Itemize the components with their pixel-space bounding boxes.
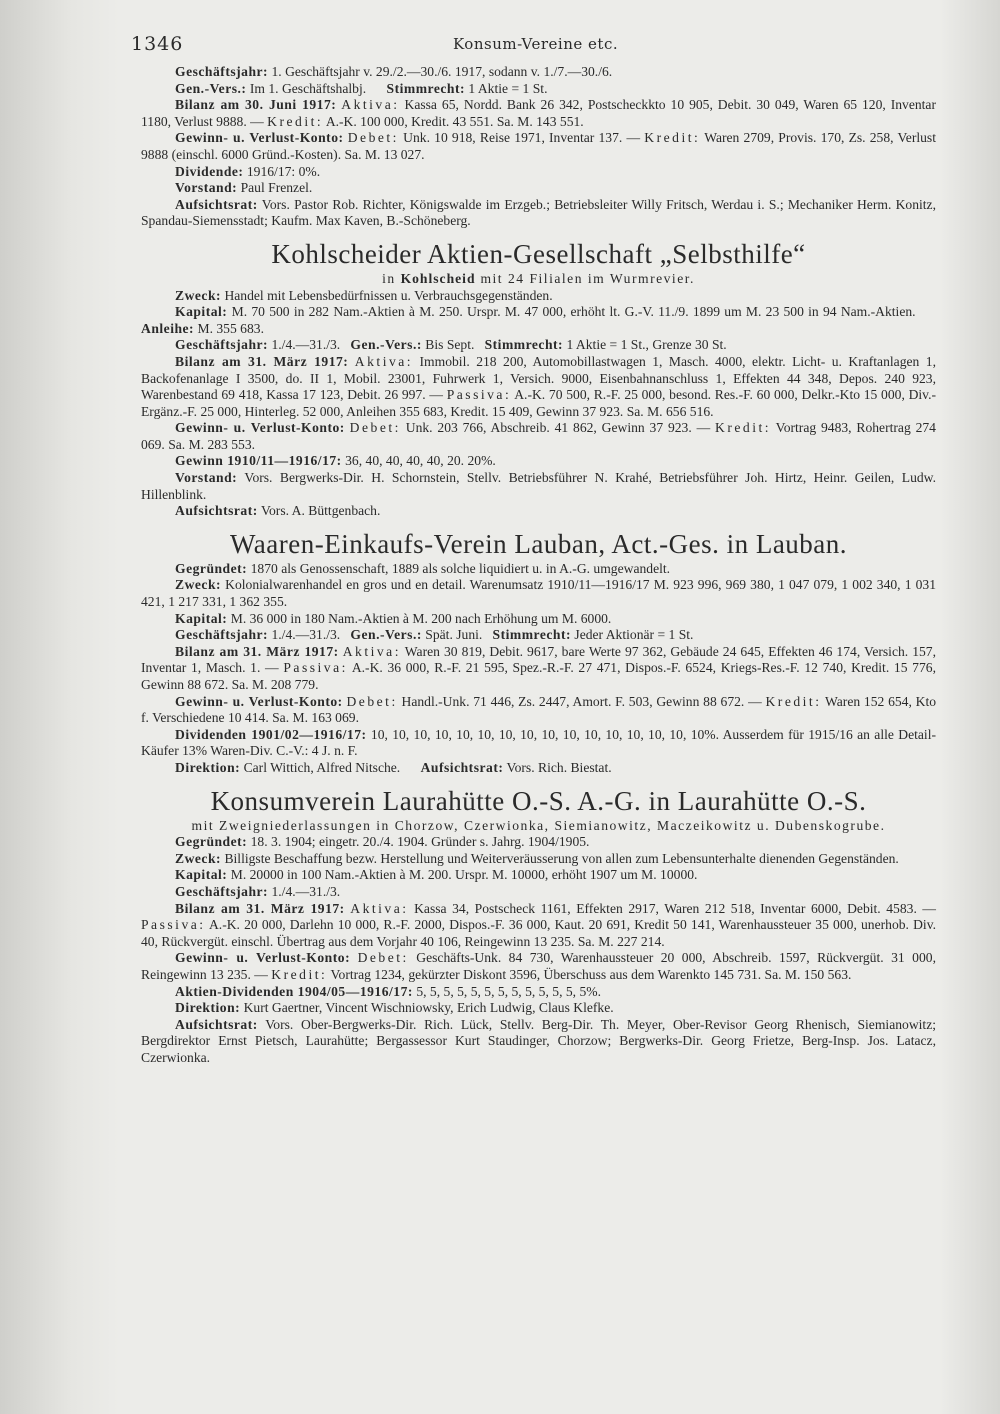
entry-line-kapital: Kapital: M. 70 500 in 282 Nam.-Aktien à M. 250. Urspr. M. 47 000, erhöht lt. G.-V. 11./9. 1899 um M. 23 500 in 94 Nam.-Aktien. Anleihe: M. 355 683.: [141, 304, 916, 336]
page-content: [141, 64, 936, 1066]
entry-line-gegruendet: Gegründet: 18. 3. 1904; eingetr. 20./4. 1904. Gründer s. Jahrg. 1904/1905.: [175, 834, 590, 850]
entry-continuation: [141, 64, 936, 230]
entry-line-geschaeftsjahr: Geschäftsjahr: 1. Geschäftsjahr v. 29./2.—30./6. 1917, sodann v. 1./7.—30./6.: [175, 64, 613, 79]
entry-line-kapital: Kapital: M. 20000 in 100 Nam.-Aktien à M. 200. Urspr. M. 10000, erhöht 1907 um M. 10000.: [175, 867, 698, 883]
entry-line-gegruendet: Gegründet: 1870 als Genossenschaft, 1889 als solche liquidiert u. in A.-G. umgewandelt.: [175, 560, 671, 576]
entry-line-zweck: Zweck: Handel mit Lebensbedürfnissen u. Verbrauchsgegenständen.: [175, 287, 553, 303]
entry-line-dividenden: Dividenden 1901/02—1916/17: 10, 10, 10, 10, 10, 10, 10, 10, 10, 10, 10, 10, 10, 10, 10, 10%. Ausserdem für 1915/16 an alle Detail-Käufer 13% Waren-Div. C.-V.: 4 J. n. F.: [141, 726, 936, 759]
running-title: Konsum-Vereine etc.: [453, 35, 619, 53]
page-header: [131, 33, 931, 59]
entry-line-zweck: Zweck: Kolonialwarenhandel en gros und en detail. Warenumsatz 1910/11—1916/17 M. 923 996, 969 380, 1 047 079, 1 002 340, 1 031 421, 1 217 331, 1 362 355.: [141, 577, 936, 610]
entry-line-dividenden: Aktien-Dividenden 1904/05—1916/17: 5, 5, 5, 5, 5, 5, 5, 5, 5, 5, 5, 5, 5%.: [175, 983, 601, 999]
entry-laurahuette: [141, 785, 936, 1067]
entry-line-vorstand: Vorstand: Vors. Bergwerks-Dir. H. Schornstein, Stellv. Betriebsführer N. Krahé, Betriebsführer Joh. Hirtz, Heinr. Geilen, Ludw. Hillenblink.: [141, 470, 936, 502]
entry-line-geschaeftsjahr: Geschäftsjahr: 1./4.—31./3.: [175, 883, 341, 899]
page-number: 1346: [131, 33, 184, 55]
entry-line-guv: Gewinn- u. Verlust-Konto: Debet: Unk. 10 918, Reise 1971, Inventar 137. — Kredit: Waren 2709, Provis. 170, Zs. 258, Verlust 9888 (einschl. 6000 Gründ.-Kosten). Sa. M. 13 027.: [141, 130, 936, 162]
entry-title: Waaren-Einkaufs-Verein Lauban, Act.-Ges. in Lauban.: [229, 528, 848, 559]
entry-title: Konsumverein Laurahütte O.-S. A.-G. in Laurahütte O.-S.: [210, 785, 867, 816]
entry-line-aufsichtsrat: Aufsichtsrat: Vors. A. Büttgenbach.: [175, 503, 381, 519]
entry-line-bilanz: Bilanz am 31. März 1917: Aktiva: Kassa 34, Postscheck 1161, Effekten 2917, Waren 212 518, Inventar 6000, Debit. 4583. — Passiva: A.-K. 20 000, Darlehn 10 000, R.-F. 2000, Dispos.-F. 36 000, Kaut. 20 691, Kredit 50 141, Warenhaussteuer 35 000, unerhob. Div. 40, Rückvergüt. einschl. Übertrag aus dem Vorjahr 40 106, Reingewinn 13 235. Sa. M. 227 214.: [141, 900, 937, 949]
entry-line-geschaeftsjahr: Geschäftsjahr: 1./4.—31./3. Gen.-Vers.: Bis Sept. Stimmrecht: 1 Aktie = 1 St., Grenze 30 St.: [175, 337, 727, 353]
entry-line-gen-vers: Gen.-Vers.: Im 1. Geschäftshalbj. Stimmrecht: 1 Aktie = 1 St.: [175, 80, 548, 96]
entry-line-bilanz: Bilanz am 31. März 1917: Aktiva: Immobil. 218 200, Automobillastwagen 1, Masch. 4000, elektr. Licht- u. Kraftanlagen 1, Backofenanlage I 3500, do. II 1, Mobil. 23001, Fuhrwerk 1, Versich. 9000, Eisenbahnanschluss 1, Effekten 44 348, Depos. 240 923, Warenbestand 69 418, Kassa 17 123, Debit. 26 997. — Passiva: A.-K. 70 500, R.-F. 25 000, besond. Res.-F. 60 000, Delkr.-Kto 15 000, Div.-Ergänz.-F. 25 000, Hinterleg. 52 000, Anleihen 355 683, Kredit. 15 409, Gewinn 37 923. Sa. M. 656 516.: [141, 353, 936, 419]
entry-line-gewinn: Gewinn 1910/11—1916/17: 36, 40, 40, 40, 40, 20. 20%.: [175, 453, 496, 469]
entry-line-aufsichtsrat: Aufsichtsrat: Vors. Ober-Bergwerks-Dir. Rich. Lück, Stellv. Berg-Dir. Th. Meyer, Ober-Revisor Georg Rhenisch, Siemianowitz; Bergdirektor Ernst Pietsch, Laurahütte; Bergassessor Kurt Staudinger, Chorzow; Bergwerks-Dir. Georg Frietze, Berg-Insp. Jos. Latacz, Czerwionka.: [141, 1016, 936, 1065]
entry-line-kapital: Kapital: M. 36 000 in 180 Nam.-Aktien à M. 200 nach Erhöhung um M. 6000.: [175, 610, 612, 626]
entry-line-aufsichtsrat: Aufsichtsrat: Vors. Pastor Rob. Richter, Königswalde im Erzgeb.; Betriebsleiter Willy Fritsch, Werdau i. S.; Mechaniker Herm. Konitz, Spandau-Siemensstadt; Kaufm. Max Kaven, B.-Schöneberg.: [141, 196, 936, 229]
entry-line-guv: Gewinn- u. Verlust-Konto: Debet: Handl.-Unk. 71 446, Zs. 2447, Amort. F. 503, Gewinn 88 672. — Kredit: Waren 152 654, Kto f. Verschiedene 10 414. Sa. M. 163 069.: [141, 693, 937, 726]
entry-line-guv: Gewinn- u. Verlust-Konto: Debet: Unk. 203 766, Abschreib. 41 862, Gewinn 37 923. — Kredit: Vortrag 9483, Rohertrag 274 069. Sa. M. 283 553.: [141, 420, 936, 452]
entry-line-zweck: Zweck: Billigste Beschaffung bezw. Herstellung und Weiterveräusserung von allen zum Lebensunterhalte dienenden Gegenständen.: [175, 850, 899, 866]
entry-line-bilanz: Bilanz am 30. Juni 1917: Aktiva: Kassa 65, Nordd. Bank 26 342, Postscheckkto 10 905, Debit. 30 049, Waren 65 120, Inventar 1180, Verlust 9888. — Kredit: A.-K. 100 000, Kredit. 43 551. Sa. M. 143 551.: [141, 97, 936, 129]
entry-subtitle: mit Zweigniederlassungen in Chorzow, Czerwionka, Siemianowitz, Maczeikowitz u. Dubenskogrube.: [191, 817, 886, 833]
entry-kohlscheider: [141, 238, 936, 520]
entry-line-dividende: Dividende: 1916/17: 0%.: [175, 163, 321, 179]
entry-line-direktion: Direktion: Carl Wittich, Alfred Nitsche. Aufsichtsrat: Vors. Rich. Biestat.: [175, 759, 612, 775]
entry-line-direktion: Direktion: Kurt Gaertner, Vincent Wischniowsky, Erich Ludwig, Claus Klefke.: [175, 1000, 614, 1016]
entry-line-geschaeftsjahr: Geschäftsjahr: 1./4.—31./3. Gen.-Vers.: Spät. Juni. Stimmrecht: Jeder Aktionär = 1 St.: [175, 627, 694, 643]
entry-title: Kohlscheider Aktien-Gesellschaft „Selbsthilfe“: [271, 238, 806, 269]
entry-subtitle: in Kohlscheid mit 24 Filialen im Wurmrevier.: [382, 270, 695, 286]
entry-lauban: [141, 528, 936, 777]
entry-line-guv: Gewinn- u. Verlust-Konto: Debet: Geschäfts-Unk. 84 730, Warenhaussteuer 20 000, Abschreib. 1597, Rückvergüt. 31 000, Reingewinn 13 235. — Kredit: Vortrag 1234, gekürzter Diskont 3596, Überschuss aus dem Warenkto 145 731. Sa. M. 150 563.: [141, 950, 936, 982]
entry-line-vorstand: Vorstand: Paul Frenzel.: [175, 180, 313, 196]
entry-line-bilanz: Bilanz am 31. März 1917: Aktiva: Waren 30 819, Debit. 9617, bare Werte 97 362, Gebäude 24 645, Effekten 46 174, Versich. 157, Inventar 1, Masch. 1. — Passiva: A.-K. 36 000, R.-F. 21 595, Spez.-R.-F. 27 471, Dispos.-F. 6524, Kriegs-Res.-F. 12 740, Kredit. 15 776, Gewinn 88 672. Sa. M. 208 779.: [141, 643, 936, 692]
